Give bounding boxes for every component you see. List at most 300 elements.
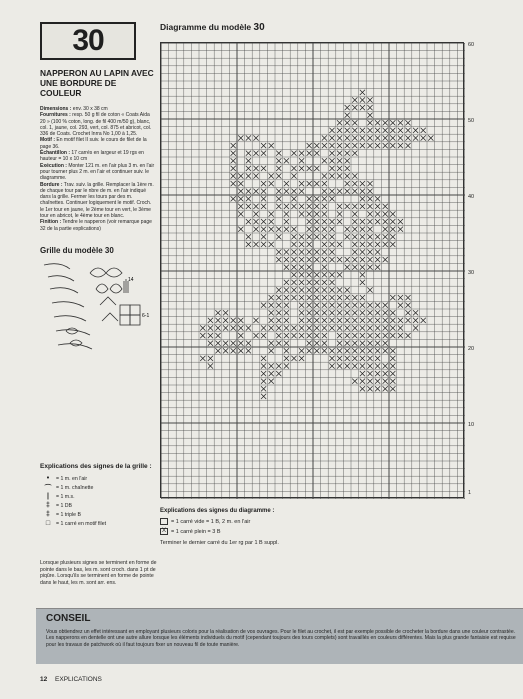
left-column xyxy=(40,22,156,364)
filled-square-mark xyxy=(261,379,266,384)
filled-square-mark xyxy=(261,196,266,201)
filled-square-mark xyxy=(337,310,342,315)
filled-square-mark xyxy=(261,227,266,232)
filled-square-mark xyxy=(284,257,289,262)
filled-square-mark xyxy=(390,295,395,300)
filled-square-mark xyxy=(367,227,372,232)
filled-square-mark xyxy=(352,363,357,368)
filled-square-mark xyxy=(253,151,258,156)
grid-sign-item xyxy=(40,501,156,510)
filled-square-mark xyxy=(314,280,319,285)
filled-square-mark xyxy=(314,333,319,338)
filled-square-mark xyxy=(231,166,236,171)
filled-square-mark xyxy=(352,242,357,247)
filled-square-mark xyxy=(231,318,236,323)
filled-square-mark xyxy=(360,189,365,194)
grid-sign-text: = 1 m.s. xyxy=(56,493,75,500)
filled-square-mark xyxy=(307,219,312,224)
filled-square-mark xyxy=(360,227,365,232)
filled-square-mark xyxy=(405,310,410,315)
filled-square-mark xyxy=(314,287,319,292)
filled-square-mark xyxy=(314,303,319,308)
filled-square-mark xyxy=(291,287,296,292)
spec-item xyxy=(40,182,156,220)
filled-square-mark xyxy=(360,318,365,323)
filled-square-mark xyxy=(337,341,342,346)
filled-square-mark xyxy=(375,211,380,216)
filled-square-mark xyxy=(314,166,319,171)
filled-square-mark xyxy=(405,295,410,300)
filled-square-mark xyxy=(269,181,274,186)
spec-label: Exécution : xyxy=(40,162,67,169)
filled-square-mark xyxy=(215,341,220,346)
filled-square-mark xyxy=(375,310,380,315)
filled-square-mark xyxy=(307,234,312,239)
filled-square-mark xyxy=(314,249,319,254)
filled-square-mark xyxy=(276,325,281,330)
filled-square-mark xyxy=(337,303,342,308)
filled-square-mark xyxy=(383,234,388,239)
filled-square-mark xyxy=(314,325,319,330)
filled-square-mark xyxy=(383,204,388,209)
filled-square-mark xyxy=(238,196,243,201)
filled-square-mark xyxy=(390,348,395,353)
filled-square-mark xyxy=(276,341,281,346)
filled-square-mark xyxy=(246,348,251,353)
filled-square-mark xyxy=(398,295,403,300)
filled-square-mark xyxy=(383,143,388,148)
filled-square-mark xyxy=(413,310,418,315)
filled-square-mark xyxy=(398,227,403,232)
filled-square-mark xyxy=(352,120,357,125)
filled-square-mark xyxy=(261,151,266,156)
filled-square-mark xyxy=(329,234,334,239)
filled-square-mark xyxy=(390,318,395,323)
filled-square-mark xyxy=(291,265,296,270)
filled-square-mark xyxy=(246,166,251,171)
filled-square-mark xyxy=(390,219,395,224)
grid-sign-text: = 1 m. chaînette xyxy=(56,484,94,491)
filled-square-mark xyxy=(329,128,334,133)
filled-square-mark xyxy=(276,363,281,368)
filled-square-mark xyxy=(337,348,342,353)
filled-square-mark xyxy=(276,227,281,232)
filled-square-mark xyxy=(375,333,380,338)
filled-square-mark xyxy=(261,371,266,376)
filled-square-mark xyxy=(269,173,274,178)
filet-diagram xyxy=(160,42,464,498)
filled-square-mark xyxy=(329,173,334,178)
filled-square-mark xyxy=(238,325,243,330)
filled-square-mark xyxy=(413,135,418,140)
filled-square-mark xyxy=(329,272,334,277)
filled-square-mark xyxy=(291,204,296,209)
filled-square-mark xyxy=(367,181,372,186)
filled-square-mark xyxy=(299,265,304,270)
filled-square-mark xyxy=(307,303,312,308)
filled-square-mark xyxy=(322,318,327,323)
filled-square-mark xyxy=(322,303,327,308)
grid-signs-title: Explications des signes de la grille : xyxy=(40,463,152,470)
filled-square-mark xyxy=(284,204,289,209)
filled-square-mark xyxy=(360,379,365,384)
filled-square-mark xyxy=(269,310,274,315)
filled-square-mark xyxy=(299,310,304,315)
filled-square-mark xyxy=(314,348,319,353)
filled-square-mark xyxy=(352,234,357,239)
filled-square-mark xyxy=(390,211,395,216)
filled-square-mark xyxy=(345,189,350,194)
empty-square-icon xyxy=(160,518,168,525)
filled-square-mark xyxy=(367,379,372,384)
filled-square-mark xyxy=(238,333,243,338)
filled-square-mark xyxy=(322,257,327,262)
filled-square-mark xyxy=(367,143,372,148)
filled-square-mark xyxy=(405,128,410,133)
filled-square-mark xyxy=(322,234,327,239)
filled-square-mark xyxy=(231,143,236,148)
filled-square-mark xyxy=(276,158,281,163)
filled-square-mark xyxy=(238,189,243,194)
filled-square-mark xyxy=(322,295,327,300)
filled-square-mark xyxy=(223,341,228,346)
filled-square-mark xyxy=(284,348,289,353)
grid-sign-glyph: ‡ xyxy=(46,502,50,509)
filled-square-mark xyxy=(253,219,258,224)
filled-square-mark xyxy=(246,341,251,346)
filled-square-mark xyxy=(360,234,365,239)
filled-square-mark xyxy=(307,242,312,247)
filled-square-mark xyxy=(307,295,312,300)
filled-square-mark xyxy=(390,128,395,133)
filled-square-mark xyxy=(314,227,319,232)
filled-square-mark xyxy=(383,310,388,315)
filled-square-mark xyxy=(360,249,365,254)
filled-square-mark xyxy=(390,310,395,315)
filled-square-mark xyxy=(352,325,357,330)
filled-square-mark xyxy=(322,173,327,178)
filled-square-mark xyxy=(360,105,365,110)
filled-square-mark xyxy=(329,249,334,254)
filled-square-mark xyxy=(390,363,395,368)
filled-square-mark xyxy=(269,211,274,216)
diagram-sign-empty xyxy=(160,518,250,525)
filled-square-mark xyxy=(307,310,312,315)
filled-square-mark xyxy=(421,135,426,140)
diagram-row-label: 30 xyxy=(468,269,475,276)
filled-square-mark xyxy=(375,234,380,239)
filled-square-mark xyxy=(322,211,327,216)
filled-square-mark xyxy=(360,341,365,346)
filled-square-mark xyxy=(322,158,327,163)
filled-square-mark xyxy=(314,234,319,239)
filled-square-mark xyxy=(200,356,205,361)
filled-square-mark xyxy=(269,295,274,300)
filled-square-mark xyxy=(261,189,266,194)
filled-square-mark xyxy=(314,318,319,323)
filled-square-mark xyxy=(337,363,342,368)
filled-square-mark xyxy=(367,249,372,254)
filled-square-mark xyxy=(329,242,334,247)
filled-square-mark xyxy=(208,325,213,330)
filled-square-mark xyxy=(284,211,289,216)
filled-square-mark xyxy=(246,325,251,330)
filled-square-mark xyxy=(253,242,258,247)
filled-square-mark xyxy=(405,318,410,323)
filled-square-mark xyxy=(367,120,372,125)
filled-square-mark xyxy=(352,318,357,323)
diagram-sign-full xyxy=(160,528,221,535)
advice-box xyxy=(36,608,523,664)
filled-square-mark xyxy=(307,348,312,353)
filled-square-mark xyxy=(367,333,372,338)
filled-square-mark xyxy=(329,166,334,171)
filled-square-mark xyxy=(284,310,289,315)
filled-square-mark xyxy=(238,181,243,186)
grid-sign-glyph: ⌒ xyxy=(44,484,52,492)
filled-square-mark xyxy=(269,219,274,224)
filled-square-mark xyxy=(215,310,220,315)
grid-sign-text: = 1 m. en l'air xyxy=(56,475,88,482)
spec-item xyxy=(40,219,156,232)
filled-square-mark xyxy=(322,196,327,201)
spec-text: Trav. suiv. la grille. Remplacer la 1ère m. de chaque tour par le nbre de m. en l'air indiqué dans la grille. Fermer les tours par des m. chaînettes. Continuer logiquement le motif. Croch. le 1er tour en jaune, le 2ème tour en vert, le 3ème tour en abricot, le 4ème tour en blanc. xyxy=(40,181,154,220)
filled-square-mark xyxy=(367,341,372,346)
filled-square-mark xyxy=(276,287,281,292)
filled-square-mark xyxy=(375,265,380,270)
filled-square-mark xyxy=(253,211,258,216)
filled-square-mark xyxy=(413,128,418,133)
filled-square-mark xyxy=(367,189,372,194)
filled-square-mark xyxy=(345,113,350,118)
filled-square-mark xyxy=(352,249,357,254)
filled-square-mark xyxy=(314,181,319,186)
filled-square-mark xyxy=(383,325,388,330)
filled-square-mark xyxy=(360,363,365,368)
filled-square-mark xyxy=(322,249,327,254)
filled-square-mark xyxy=(276,371,281,376)
filled-square-mark xyxy=(307,204,312,209)
filled-square-mark xyxy=(367,219,372,224)
filled-square-mark xyxy=(337,242,342,247)
filled-square-mark xyxy=(307,341,312,346)
filled-square-mark xyxy=(352,204,357,209)
filled-square-mark xyxy=(398,325,403,330)
filled-square-mark xyxy=(367,371,372,376)
advice-title: CONSEIL xyxy=(46,613,91,624)
filled-square-mark xyxy=(337,158,342,163)
filled-square-mark xyxy=(276,151,281,156)
filled-square-mark xyxy=(352,219,357,224)
filled-square-mark xyxy=(307,166,312,171)
filled-square-mark xyxy=(398,128,403,133)
filled-square-mark xyxy=(284,333,289,338)
filled-square-mark xyxy=(322,219,327,224)
filled-square-mark xyxy=(375,318,380,323)
filled-square-mark xyxy=(345,227,350,232)
filled-square-mark xyxy=(299,234,304,239)
filled-square-mark xyxy=(375,249,380,254)
filled-square-mark xyxy=(261,204,266,209)
filled-square-mark xyxy=(307,333,312,338)
filled-square-mark xyxy=(390,120,395,125)
filled-square-mark xyxy=(231,158,236,163)
filled-square-mark xyxy=(383,348,388,353)
filled-square-mark xyxy=(367,97,372,102)
filled-square-mark xyxy=(390,234,395,239)
filled-square-mark xyxy=(246,242,251,247)
filled-square-mark xyxy=(200,333,205,338)
filled-square-mark xyxy=(246,173,251,178)
filled-square-mark xyxy=(299,189,304,194)
filled-square-mark xyxy=(284,158,289,163)
filled-square-mark xyxy=(322,189,327,194)
grid-signs-list xyxy=(40,474,156,528)
filled-square-mark xyxy=(345,363,350,368)
filled-square-mark xyxy=(322,227,327,232)
filled-square-mark xyxy=(352,128,357,133)
filled-square-mark xyxy=(291,280,296,285)
page-number: 12 xyxy=(40,676,48,683)
filled-square-mark xyxy=(352,295,357,300)
filled-square-mark xyxy=(261,394,266,399)
filled-square-mark xyxy=(215,333,220,338)
filled-square-mark xyxy=(322,265,327,270)
filled-square-mark xyxy=(276,189,281,194)
filled-square-mark xyxy=(291,295,296,300)
filled-square-mark xyxy=(269,341,274,346)
spec-item xyxy=(40,163,156,182)
filled-square-mark xyxy=(284,287,289,292)
filled-square-mark xyxy=(375,379,380,384)
grid-label-top: 14 xyxy=(128,276,134,283)
grid-label-side: 6-1 xyxy=(142,312,150,319)
filled-square-mark xyxy=(337,287,342,292)
filled-square-mark xyxy=(261,333,266,338)
filled-square-mark xyxy=(238,341,243,346)
filled-square-mark xyxy=(329,295,334,300)
filled-square-mark xyxy=(329,287,334,292)
filled-square-mark xyxy=(284,280,289,285)
filled-square-mark xyxy=(405,143,410,148)
filled-square-mark xyxy=(253,227,258,232)
filled-square-mark xyxy=(360,181,365,186)
filled-square-mark xyxy=(345,173,350,178)
filled-square-mark xyxy=(253,173,258,178)
grid-sign-item xyxy=(40,492,156,501)
filled-square-mark xyxy=(367,287,372,292)
filled-square-mark xyxy=(253,166,258,171)
filled-square-icon: X xyxy=(161,528,166,534)
filled-square-mark xyxy=(276,204,281,209)
filled-square-mark xyxy=(337,143,342,148)
filled-square-mark xyxy=(345,128,350,133)
grid-sign-item xyxy=(40,483,156,492)
filled-square-mark xyxy=(352,341,357,346)
filled-square-mark xyxy=(291,227,296,232)
filled-square-mark xyxy=(360,196,365,201)
filled-square-mark xyxy=(314,204,319,209)
filled-square-mark xyxy=(307,272,312,277)
filled-square-mark xyxy=(352,173,357,178)
filled-square-mark xyxy=(390,135,395,140)
filled-square-mark xyxy=(314,257,319,262)
filled-square-mark xyxy=(375,371,380,376)
filled-square-mark xyxy=(345,303,350,308)
filled-square-mark xyxy=(329,196,334,201)
filled-square-mark xyxy=(352,189,357,194)
filled-square-mark xyxy=(284,303,289,308)
grid-sign-glyph: ‡ xyxy=(46,511,50,518)
filled-square-mark xyxy=(383,363,388,368)
grid-sign-text: = 1 DB xyxy=(56,502,73,509)
filled-square-mark xyxy=(291,151,296,156)
filled-square-mark xyxy=(246,189,251,194)
filled-square-mark xyxy=(405,303,410,308)
filled-square-mark xyxy=(329,143,334,148)
filled-square-mark xyxy=(383,318,388,323)
filled-square-mark xyxy=(276,333,281,338)
filled-square-mark xyxy=(291,242,296,247)
diagram-row-label: 60 xyxy=(468,41,475,48)
filled-square-mark xyxy=(299,204,304,209)
filled-square-mark xyxy=(360,356,365,361)
filled-square-mark xyxy=(375,196,380,201)
diagram-row-label: 20 xyxy=(468,345,475,352)
filled-square-mark xyxy=(352,211,357,216)
model-number-box xyxy=(40,22,136,60)
filled-square-mark xyxy=(337,325,342,330)
filled-square-mark xyxy=(299,257,304,262)
model-title: NAPPERON AU LAPIN AVEC UNE BORDURE DE COULEUR xyxy=(40,68,154,98)
filled-square-mark xyxy=(238,173,243,178)
filled-square-mark xyxy=(261,386,266,391)
filled-square-mark xyxy=(345,287,350,292)
spec-label: Bordure : xyxy=(40,181,63,188)
grid-sign-glyph: • xyxy=(46,475,50,482)
filled-square-mark xyxy=(299,303,304,308)
filled-square-mark xyxy=(307,257,312,262)
spec-label: Finition : xyxy=(40,219,62,226)
filled-square-mark xyxy=(375,363,380,368)
filled-square-mark xyxy=(375,135,380,140)
filled-square-mark xyxy=(276,295,281,300)
spec-text: En motif filet II suiv. le cours de filet de la page 36. xyxy=(40,137,147,150)
filled-square-mark xyxy=(261,234,266,239)
filled-square-mark xyxy=(367,257,372,262)
filled-square-mark xyxy=(231,181,236,186)
filled-square-mark xyxy=(329,348,334,353)
diagram-signs-title: Explications des signes du diagramme : xyxy=(160,508,275,514)
filled-square-mark xyxy=(284,265,289,270)
filled-square-mark xyxy=(307,280,312,285)
filled-square-mark xyxy=(269,303,274,308)
filled-square-mark xyxy=(291,257,296,262)
filled-square-mark xyxy=(345,143,350,148)
spec-list xyxy=(40,106,156,232)
filled-square-mark xyxy=(398,219,403,224)
filled-square-mark xyxy=(390,242,395,247)
filled-square-mark xyxy=(367,310,372,315)
filled-square-mark xyxy=(345,257,350,262)
filled-square-mark xyxy=(299,356,304,361)
filled-square-mark xyxy=(360,257,365,262)
filled-square-mark xyxy=(337,318,342,323)
filled-square-mark xyxy=(314,341,319,346)
filled-square-mark xyxy=(299,242,304,247)
filled-square-mark xyxy=(337,257,342,262)
filled-square-mark xyxy=(291,189,296,194)
